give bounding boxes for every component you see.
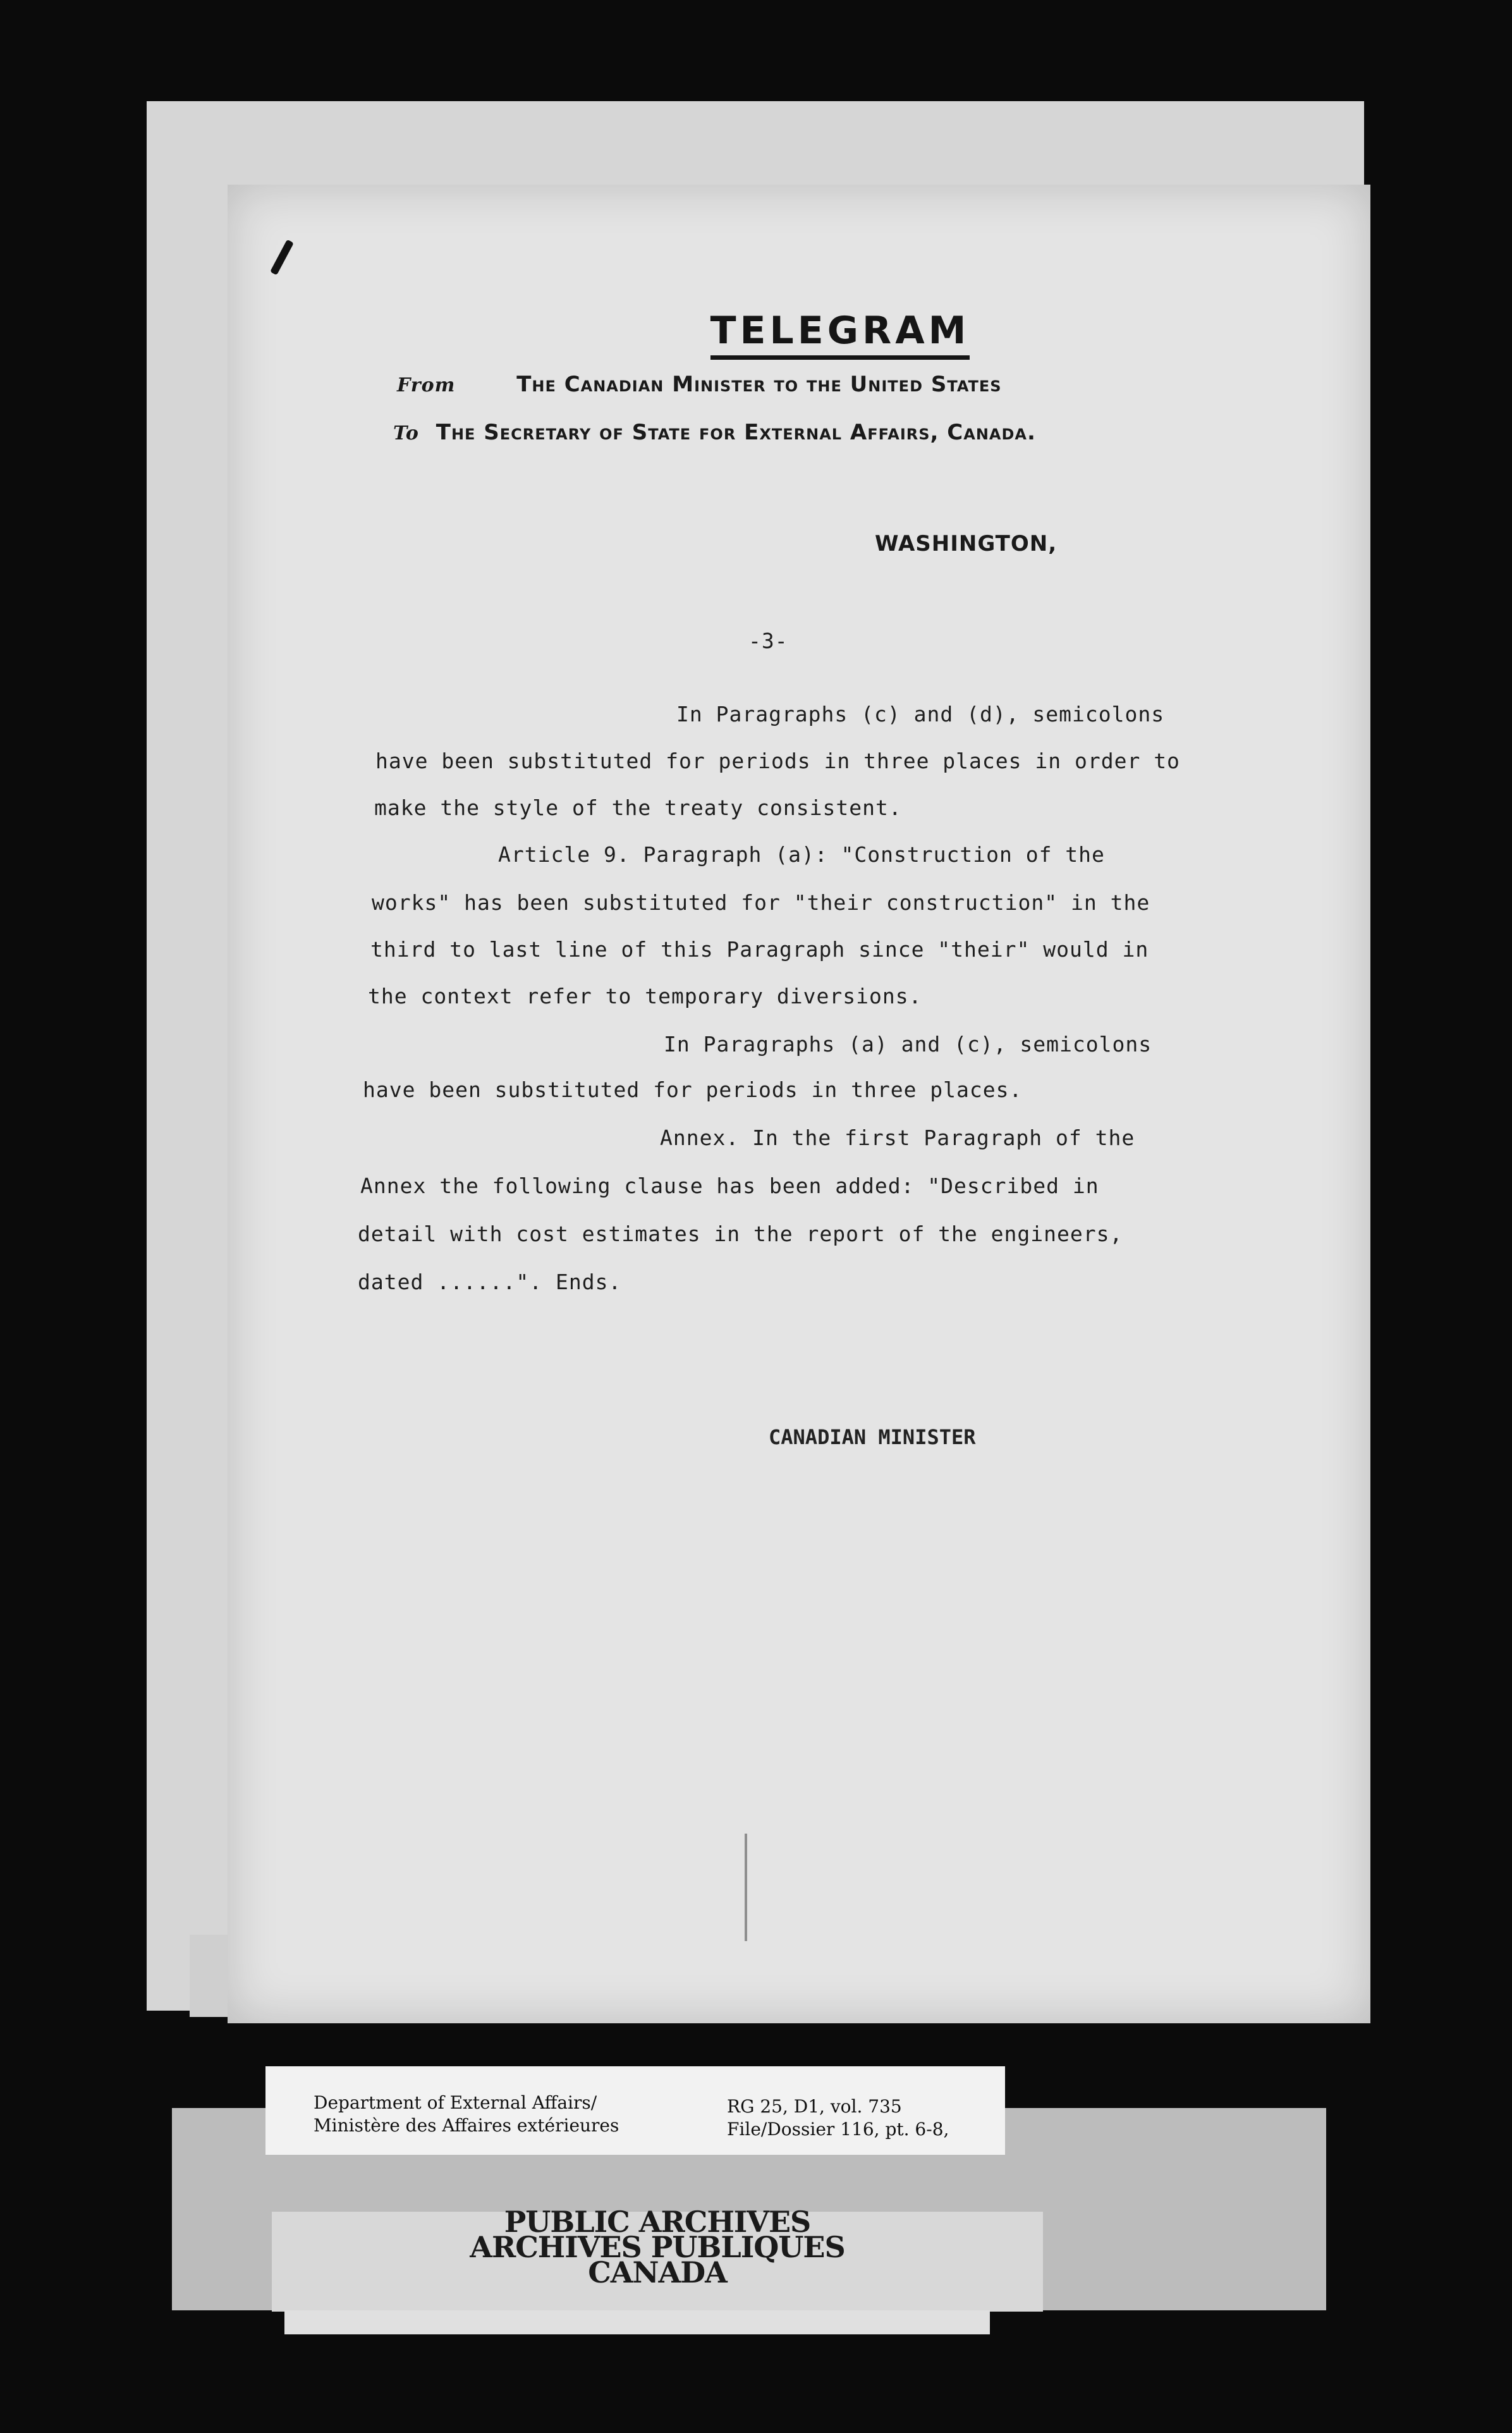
department-line-1: Department of External Affairs/ (314, 2092, 597, 2113)
reference-line-1: RG 25, D1, vol. 735 (727, 2096, 902, 2117)
page-number: -3- (748, 628, 788, 653)
body-line-12: detail with cost estimates in the report of the engineers, (358, 1222, 1123, 1246)
telegram-page (228, 185, 1370, 2023)
signature: CANADIAN MINISTER (769, 1425, 976, 1449)
department-line-2: Ministère des Affaires extérieures (314, 2115, 619, 2136)
pencil-mark-icon (270, 240, 294, 276)
reference-line-2: File/Dossier 116, pt. 6-8, (727, 2119, 949, 2140)
body-line-1: In Paragraphs (c) and (d), semicolons (676, 702, 1165, 726)
archive-reference-label (265, 2066, 1005, 2155)
stamp-line-2: ARCHIVES PUBLIQUES (470, 2230, 845, 2264)
fold-line (745, 1834, 747, 1941)
body-line-2: have been substituted for periods in three places in order to (375, 749, 1180, 773)
body-line-10: Annex. In the first Paragraph of the (660, 1125, 1135, 1150)
public-archives-stamp (272, 2205, 1043, 2289)
body-line-11: Annex the following clause has been added: "Described in (360, 1174, 1099, 1198)
archive-frame-strip (284, 2310, 990, 2334)
body-line-8: In Paragraphs (a) and (c), semicolons (664, 1032, 1152, 1057)
telegram-title: TELEGRAM (228, 309, 1370, 353)
body-line-3: make the style of the treaty consistent. (374, 795, 902, 820)
from-label: From (397, 374, 456, 396)
to-line (393, 420, 1036, 445)
department-name (314, 2092, 619, 2137)
body-line-13: dated ......". Ends. (358, 1270, 622, 1294)
place-line: WASHINGTON, (875, 531, 1058, 556)
to-label: To (393, 422, 419, 444)
body-line-6: third to last line of this Paragraph since "their" would in (370, 937, 1149, 962)
from-line (397, 372, 1002, 397)
body-line-5: works" has been substituted for "their construction" in the (372, 890, 1150, 915)
body-line-4: Article 9. Paragraph (a): "Construction of the (498, 842, 1105, 867)
stamp-line-1: PUBLIC ARCHIVES (504, 2205, 811, 2239)
body-line-7: the context refer to temporary diversions. (368, 984, 922, 1008)
body-line-9: have been substituted for periods in three places. (363, 1077, 1023, 1102)
to-value: The Secretary of State for External Affairs, Canada. (436, 420, 1036, 445)
from-value: The Canadian Minister to the United States (516, 372, 1002, 397)
stamp-line-3: CANADA (588, 2255, 727, 2289)
file-reference (727, 2095, 949, 2141)
